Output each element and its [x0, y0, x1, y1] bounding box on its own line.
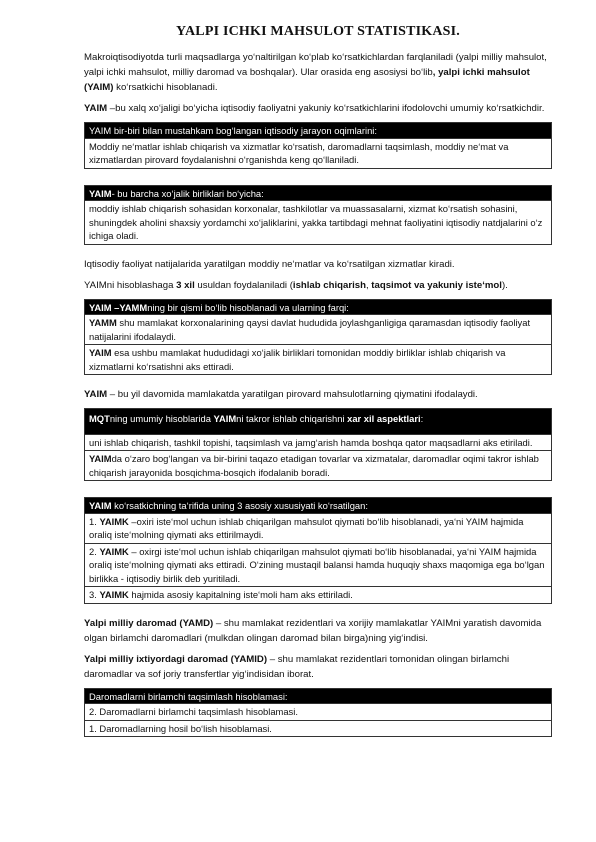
yaim-properties-header: YAIM ko‘rsatkichning ta‘rifida uning 3 asosiy xususiyati ko‘rsatilgan: [85, 498, 552, 514]
calculation-methods-paragraph: YAIMni hisoblashaga 3 xil usuldan foydalaniladi (ishlab chiqarish, taqsimot va yakuniy iste‘mol). [84, 279, 508, 291]
income-distribution-row-2: 1. Daromadlarning hosil bo‘lish hisoblamasi. [85, 720, 552, 737]
yaim-property-3: 3. YAIMK hajmida asosiy kapitalning iste‘moli ham aks ettiriladi. [85, 587, 552, 604]
yaim-properties-table [84, 497, 552, 604]
yaim-flows-row: Moddiy ne‘matlar ishlab chiqarish va xizmatlar ko‘rsatish, daromadlarni taqsimlash, moddiy ne‘mat va xizmatlardan pirovard foydalanishni o‘rganishda keng qo‘llaniladi. [85, 138, 552, 168]
yaim-property-1: 1. YAIMK –oxiri iste‘mol uchun ishlab chiqarilgan mahsulot qiymati bo‘lib hisoblanadi, ya‘ni YAIM hajmida oraliq iste‘molning qiymati aks ettirilmaydi. [85, 513, 552, 543]
yaim-row: YAIM esa ushbu mamlakat hududidagi xo‘jalik birliklari tomonidan moddiy birliklar ishlab chiqarish va xizmatlarni ko‘rsatishni aks ettiradi. [85, 345, 552, 375]
income-distribution-header: Daromadlarni birlamchi taqsimlash hisoblamasi: [85, 688, 552, 704]
yaim-yamm-header: YAIM –YAMMning bir qismi bo‘lib hisoblanadi va ularning farqi: [85, 299, 552, 315]
economic-units-header: YAIM- bu barcha xo‘jalik birliklari bo‘yicha: [85, 185, 552, 201]
yaim-property-2: 2. YAIMK – oxirgi iste‘mol uchun ishlab chiqarilgan mahsulot qiymati bo‘lib hisoblanadai, ya‘ni YAIM hajmida oraliq iste‘molning qiymati aks ettiradi. O‘zining mustaqil balansi hamda huquqiy shaxs maqomiga ega bo‘lgan birlikka - iqtisodiy birlik deb yuritiladi. [85, 543, 552, 587]
income-distribution-row-1: 2. Daromadlarni birlamchi taqsimlash hisoblamasi. [85, 704, 552, 721]
yamm-row: YAMM shu mamlakat korxonalarining qaysi davlat hududida joylashganligiga qaramasdan iqtisodiy faoliyat natijalarini ifodalaydi. [85, 315, 552, 345]
mqt-aspects-table [84, 408, 552, 481]
mqt-aspects-row-2: YAIMda o‘zaro bog‘langan va bir-birini taqazo etadigan tovarlar va xizmatalar, daromadlar oqimi takror ishlab chiqarish jarayonida bosqichma-bosqich ifodalanib boradi. [85, 451, 552, 481]
yaim-flows-header: YAIM bir-biri bilan mustahkam bog‘langan iqtisodiy jarayon oqimlarini: [85, 123, 552, 139]
economic-activity-paragraph: Iqtisodiy faoliyat natijalarida yaratilgan moddiy ne‘matlar va ko‘rsatilgan xizmatlar kiradi. [84, 258, 455, 270]
yaim-flows-table [84, 122, 552, 169]
intro-paragraph: Makroiqtisodiyotda turli maqsadlarga yo‘naltirilgan ko‘plab ko‘rsatkichlardan farqlaniladi (yalpi milliy mahsulot, yalpi ichki mahsulot, milliy daromad va boshqalar). Ular orasida eng asosiysi bo‘lib, yalpi ichki mahsulot (YAIM) ko‘rsatkichi hisoblanadi. [84, 52, 547, 93]
economic-units-table [84, 185, 552, 245]
yamid-paragraph: Yalpi milliy ixtiyordagi daromad (YAMID) – shu mamlakat rezidentlari tomonidan olingan birlamchi daromadlar va sof joriy transfertlar yig‘indisidan iborat. [84, 653, 510, 680]
yaim-definition-paragraph: YAIM –bu xalq xo‘jaligi bo‘yicha iqtisodiy faoliyatni yakuniy ko‘rsatkichlarini ifodolovchi umumiy ko‘rsatkichdir. [84, 103, 545, 114]
yamd-paragraph: Yalpi milliy daromad (YAMD) – shu mamlakat rezidentlari va xorijiy mamlakatlar YAIMni yaratish davomida olgan birlamchi daromadlari (mulkdan olingan daromad bilan birga)ning yig‘indisi. [84, 617, 542, 644]
yaim-yamm-difference-table [84, 299, 552, 376]
page-title: YALPI ICHKI MAHSULOT STATISTIKASI. [175, 24, 461, 39]
mqt-aspects-header: MQTning umumiy hisoblarida YAIMni takror ishlab chiqarishni xar xil aspektlari: [85, 409, 552, 435]
economic-units-row: moddiy ishlab chiqarish sohasidan korxonalar, tashkilotlar va muassasalarni, xizmat ko‘rsatish sohasini, shuningdek aholini shaxsiy yordamchi xo‘jaliklarini, yakka tartibdagi mehnat faoliyatini iqtisodiy natdjalarini o‘z ichiga oladi. [85, 201, 552, 245]
mqt-aspects-row-1: uni ishlab chiqarish, tashkil topishi, taqsimlash va jamg‘arish hamda boshqa qator maqsadlarni aks etiriladi. [85, 434, 552, 451]
income-distribution-table [84, 688, 552, 738]
yearly-value-paragraph: YAIM – bu yil davomida mamlakatda yaratilgan pirovard mahsulotlarning qiymatini ifodalaydi. [84, 389, 478, 400]
